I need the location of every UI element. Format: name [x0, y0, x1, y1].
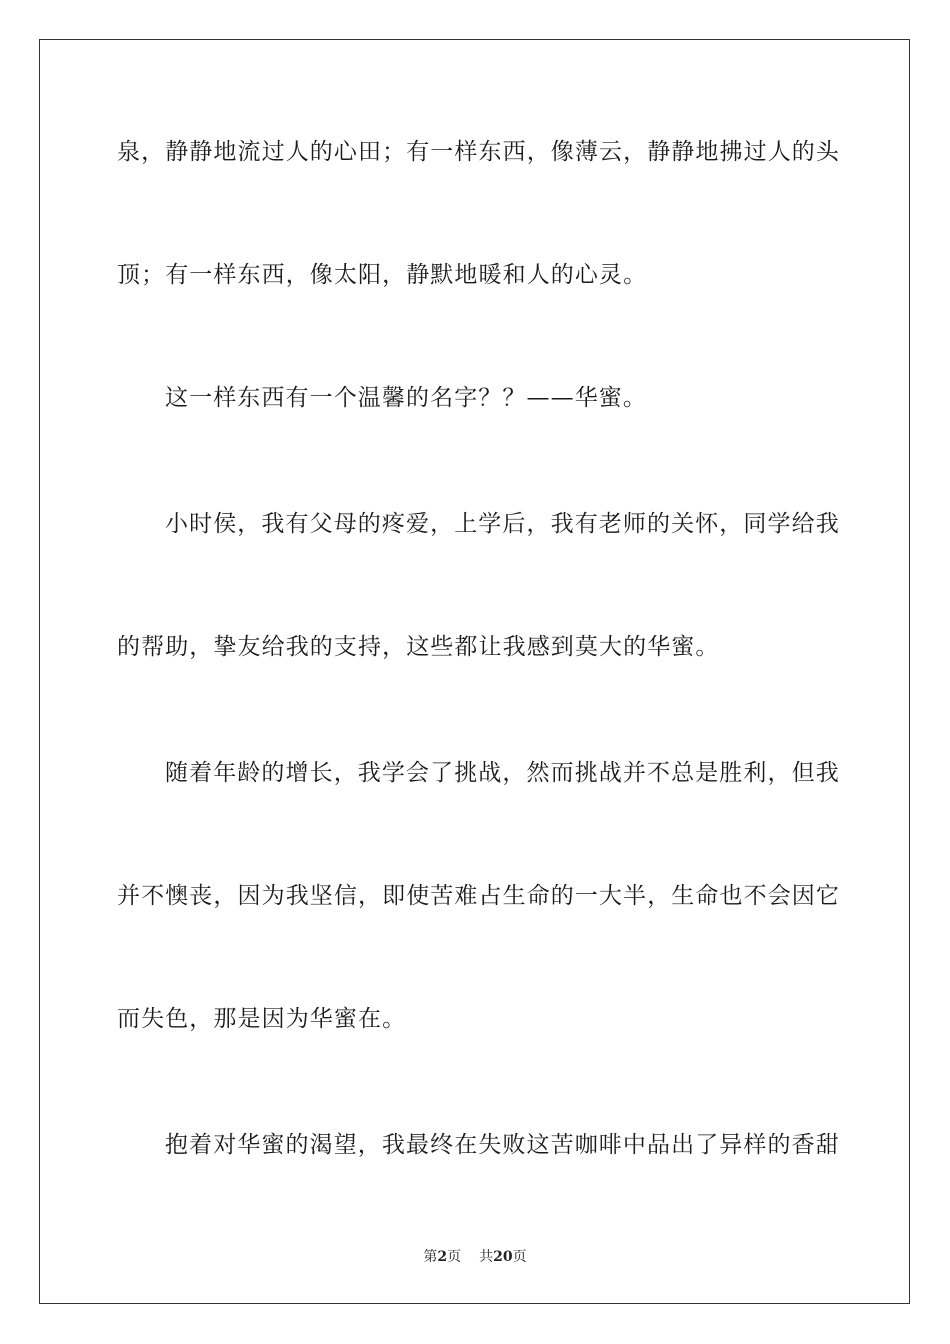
page-prefix: 第 [423, 1249, 438, 1265]
text-line: 泉，静静地流过人的心田；有一样东西，像薄云，静静地拂过人的头 [117, 139, 840, 165]
text-line: 小时侯，我有父母的疼爱，上学后，我有老师的关怀，同学给我 [165, 511, 840, 537]
text-line: 并不懊丧，因为我坚信，即使苦难占生命的一大半，生命也不会因它 [117, 883, 840, 909]
page-footer [0, 1248, 950, 1266]
text-line: 抱着对华蜜的渴望，我最终在失败这苦咖啡中品出了异样的香甜 [165, 1132, 840, 1158]
text-line: 顶；有一样东西，像太阳，静默地暖和人的心灵。 [117, 262, 648, 288]
total-prefix: 共 [479, 1249, 494, 1265]
page-border [39, 39, 910, 1304]
text-line: 这一样东西有一个温馨的名字？？——华蜜。 [165, 385, 647, 411]
text-line: 的帮助，挚友给我的支持，这些都让我感到莫大的华蜜。 [117, 634, 720, 660]
total-suffix: 页 [512, 1249, 527, 1265]
page-suffix: 页 [447, 1249, 462, 1265]
text-line: 随着年龄的增长，我学会了挑战，然而挑战并不总是胜利，但我 [165, 760, 840, 786]
page-number: 2 [437, 1249, 448, 1265]
text-line: 而失色，那是因为华蜜在。 [117, 1006, 407, 1032]
total-pages: 20 [493, 1249, 513, 1265]
